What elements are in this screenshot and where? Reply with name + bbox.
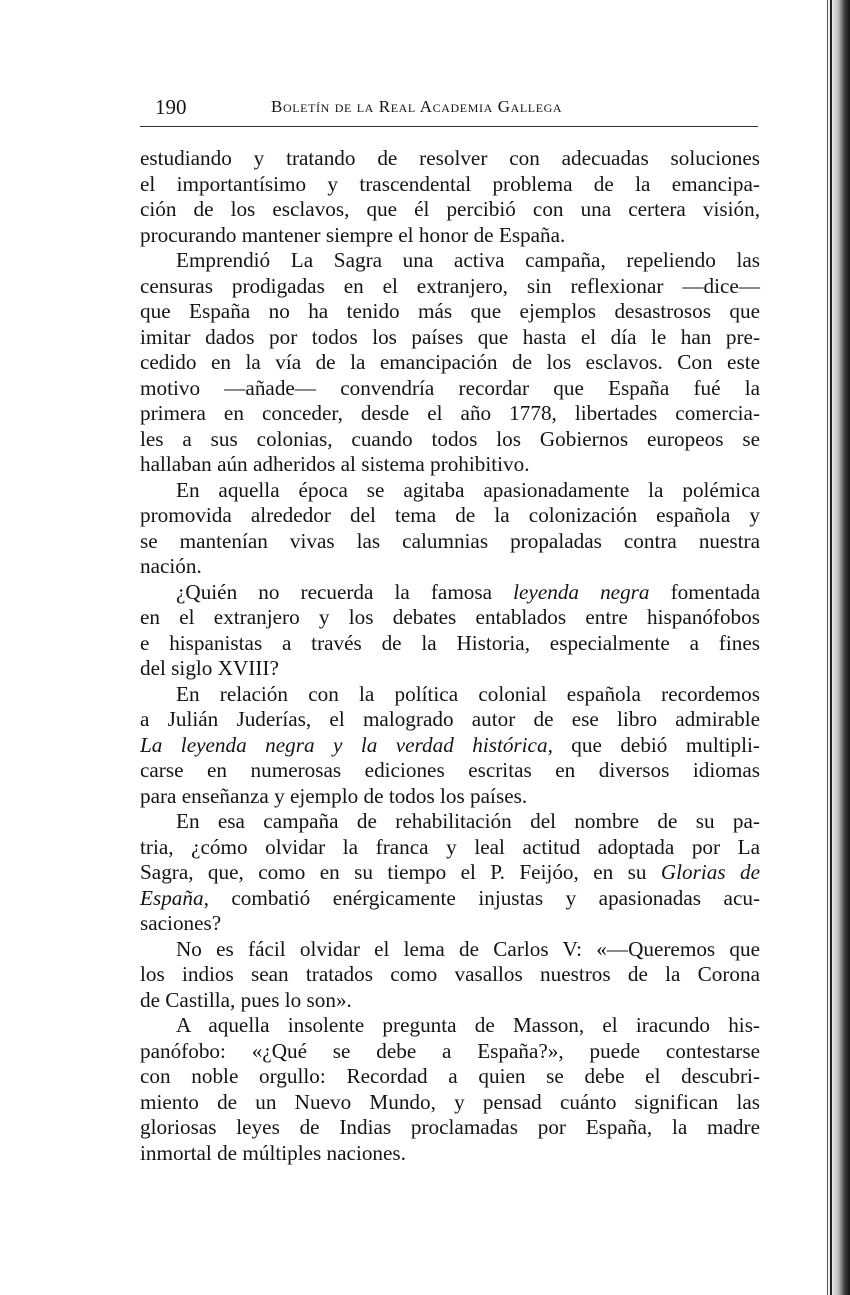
paragraph-start: En aquella época se agitaba apasionadamente la polémica — [176, 477, 760, 502]
text-line: carse en numerosas ediciones escritas en diversos idiomas — [140, 758, 760, 782]
paragraph-start: A aquella insolente pregunta de Masson, el iracundo his- — [176, 1013, 760, 1037]
body-text — [140, 146, 760, 1166]
paragraph-start: Emprendió La Sagra una activa campaña, repeliendo las — [176, 248, 760, 272]
text-line: censuras prodigadas en el extranjero, sin reflexionar —dice— — [140, 273, 760, 298]
text-line: los indios sean tratados como vasallos nuestros de la Corona — [140, 962, 760, 986]
text-line: panófobo: «¿Qué se debe a España?», puede contestarse — [140, 1038, 760, 1063]
text-line: e hispanistas a través de la Historia, especialmente a fines — [140, 630, 760, 655]
text-line: procurando mantener siempre el honor de España. — [140, 222, 566, 247]
text-line: les a sus colonias, cuando todos los Gobiernos europeos se — [140, 426, 760, 451]
text-line: que España no ha tenido más que ejemplos desastrosos que — [140, 299, 760, 323]
text-line: para enseñanza y ejemplo de todos los países. — [140, 783, 528, 808]
text-line: La leyenda negra y la verdad histórica, que debió multipli- — [140, 732, 760, 757]
text-line: promovida alrededor del tema de la colonización española y — [140, 503, 760, 527]
text-line: en el extranjero y los debates entablados entre hispanófobos — [140, 605, 760, 629]
text-line: gloriosas leyes de Indias proclamadas por España, la madre — [140, 1115, 760, 1139]
header-rule — [140, 126, 758, 127]
text-line: de Castilla, pues lo son». — [140, 987, 352, 1012]
page-header — [155, 95, 755, 125]
text-line: primera en conceder, desde el año 1778, libertades comercia- — [140, 401, 760, 425]
page-edge-line — [830, 0, 832, 1295]
page-number: 190 — [155, 95, 187, 119]
text-line: cedido en la vía de la emancipación de los esclavos. Con este — [140, 350, 760, 374]
running-head: Boletín de la Real Academia Gallega — [271, 97, 563, 116]
text-line: motivo —añade— convendría recordar que España fué la — [140, 375, 760, 400]
text-line: se mantenían vivas las calumnias propaladas contra nuestra — [140, 528, 760, 553]
text-line: inmortal de múltiples naciones. — [140, 1140, 406, 1165]
text-line: el importantísimo y trascendental problema de la emancipa- — [140, 171, 760, 196]
text-line: saciones? — [140, 911, 222, 935]
text-line: nación. — [140, 554, 202, 578]
paragraph-start: En esa campaña de rehabilitación del nombre de su pa- — [176, 809, 760, 833]
text-line: con noble orgullo: Recordad a quien se debe el descubri- — [140, 1064, 760, 1088]
text-line: Sagra, que, como en su tiempo el P. Feijóo, en su Glorias de — [140, 860, 761, 884]
text-line: estudiando y tratando de resolver con adecuadas soluciones — [140, 146, 760, 170]
paragraph-start: ¿Quién no recuerda la famosa leyenda negra fomentada — [176, 579, 761, 604]
text-line: España, combatió enérgicamente injustas y apasionadas acu- — [140, 885, 760, 910]
paragraph-start: En relación con la política colonial española recordemos — [176, 681, 760, 706]
text-line: hallaban aún adheridos al sistema prohibitivo. — [140, 452, 530, 476]
text-line: imitar dados por todos los países que hasta el día le han pre- — [140, 324, 760, 349]
text-line: miento de un Nuevo Mundo, y pensad cuánto significan las — [140, 1089, 760, 1114]
text-line: a Julián Juderías, el malogrado autor de ese libro admirable — [140, 707, 760, 731]
text-line: del siglo XVIII? — [140, 656, 279, 680]
paragraph-start: No es fácil olvidar el lema de Carlos V: «—Queremos que — [176, 936, 760, 961]
text-line: tria, ¿cómo olvidar la franca y leal actitud adoptada por La — [140, 834, 760, 859]
text-line: ción de los esclavos, que él percibió con una certera visión, — [140, 197, 760, 221]
page-edge-line — [827, 0, 828, 1295]
